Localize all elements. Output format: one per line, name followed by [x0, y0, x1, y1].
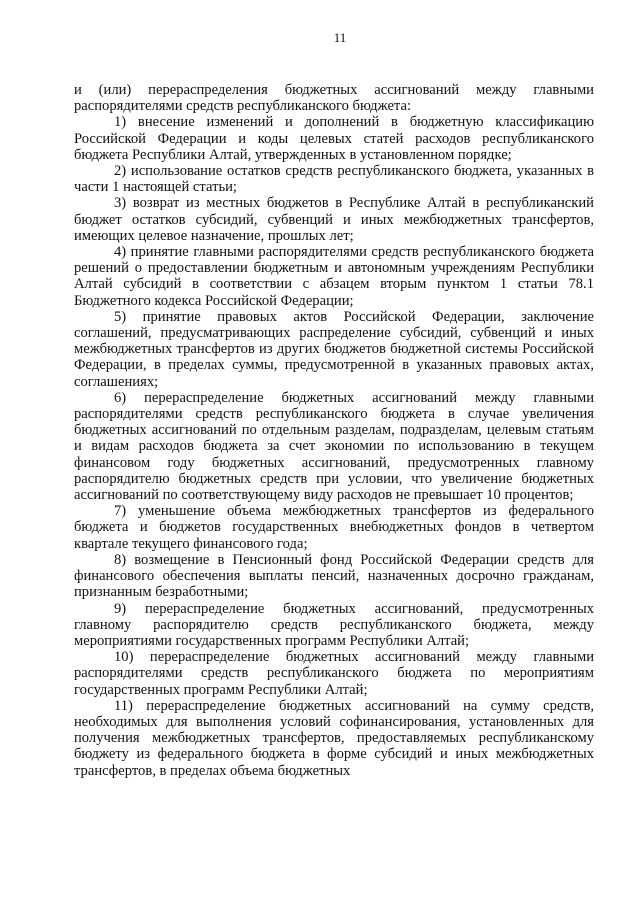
list-item-1: 1) внесение изменений и дополнений в бюджетную классификацию Российской Федерации и коды целевых статей расходов республиканского бюджета Республики Алтай, утвержденных в установленном порядке;: [74, 114, 594, 163]
list-item-6: 6) перераспределение бюджетных ассигнований между главными распорядителями средств республиканского бюджета в случае увеличения бюджетных ассигнований по отдельным разделам, подразделам, целевым статьям и видам расходов бюджета за счет экономии по использованию в текущем финансовом году бюджетных ассигнований, предусмотренных главному распорядителю бюджетных средств при условии, что увеличение бюджетных ассигнований по соответствующему виду расходов не превышает 10 процентов;: [74, 389, 594, 504]
list-item-11: 11) перераспределение бюджетных ассигнований на сумму средств, необходимых для выполнения условий софинансирования, установленных для получения межбюджетных трансфертов, предоставляемых республиканскому бюджету из федерального бюджета в форме субсидий и иных межбюджетных трансфертов, в пределах объема бюджетных: [74, 697, 594, 779]
list-item-4: 4) принятие главными распорядителями средств республиканского бюджета решений о предоставлении бюджетным и автономным учреждениям Республики Алтай субсидий в соответствии с абзацем вторым пунктом 1 статьи 78.1 Бюджетного кодекса Российской Федерации;: [74, 244, 594, 309]
page-number: 11: [333, 30, 347, 45]
list-item-3: 3) возврат из местных бюджетов в Республике Алтай в республиканский бюджет остатков субсидий, субвенций и иных межбюджетных трансфертов, имеющих целевое назначение, прошлых лет;: [74, 195, 594, 244]
list-item-7: 7) уменьшение объема межбюджетных трансфертов из федерального бюджета и бюджетов государственных внебюджетных фондов в четвертом квартале текущего финансового года;: [74, 503, 594, 552]
list-item-10: 10) перераспределение бюджетных ассигнований между главными распорядителями средств республиканского бюджета по мероприятиям государственных программ Республики Алтай;: [74, 649, 594, 698]
list-item-8: 8) возмещение в Пенсионный фонд Российской Федерации средств для финансового обеспечения выплаты пенсий, назначенных досрочно гражданам, признанным безработными;: [74, 551, 594, 601]
list-item-5: 5) принятие правовых актов Российской Федерации, заключение соглашений, предусматривающих распределение субсидий, субвенций и иных межбюджетных трансфертов из других бюджетов бюджетной системы Российской Федерации, в пределах суммы, предусмотренной в указанных правовых актах, соглашениях;: [74, 308, 594, 390]
list-item-9: 9) перераспределение бюджетных ассигнований, предусмотренных главному распорядителю средств республиканского бюджета, между мероприятиями государственных программ Республики Алтай;: [74, 600, 594, 649]
paragraph-continuation: и (или) перераспределения бюджетных ассигнований между главными распорядителями средств республиканского бюджета:: [74, 82, 594, 115]
document-body: [74, 82, 594, 779]
list-item-2: 2) использование остатков средств республиканского бюджета, указанных в части 1 настоящей статьи;: [74, 163, 594, 196]
